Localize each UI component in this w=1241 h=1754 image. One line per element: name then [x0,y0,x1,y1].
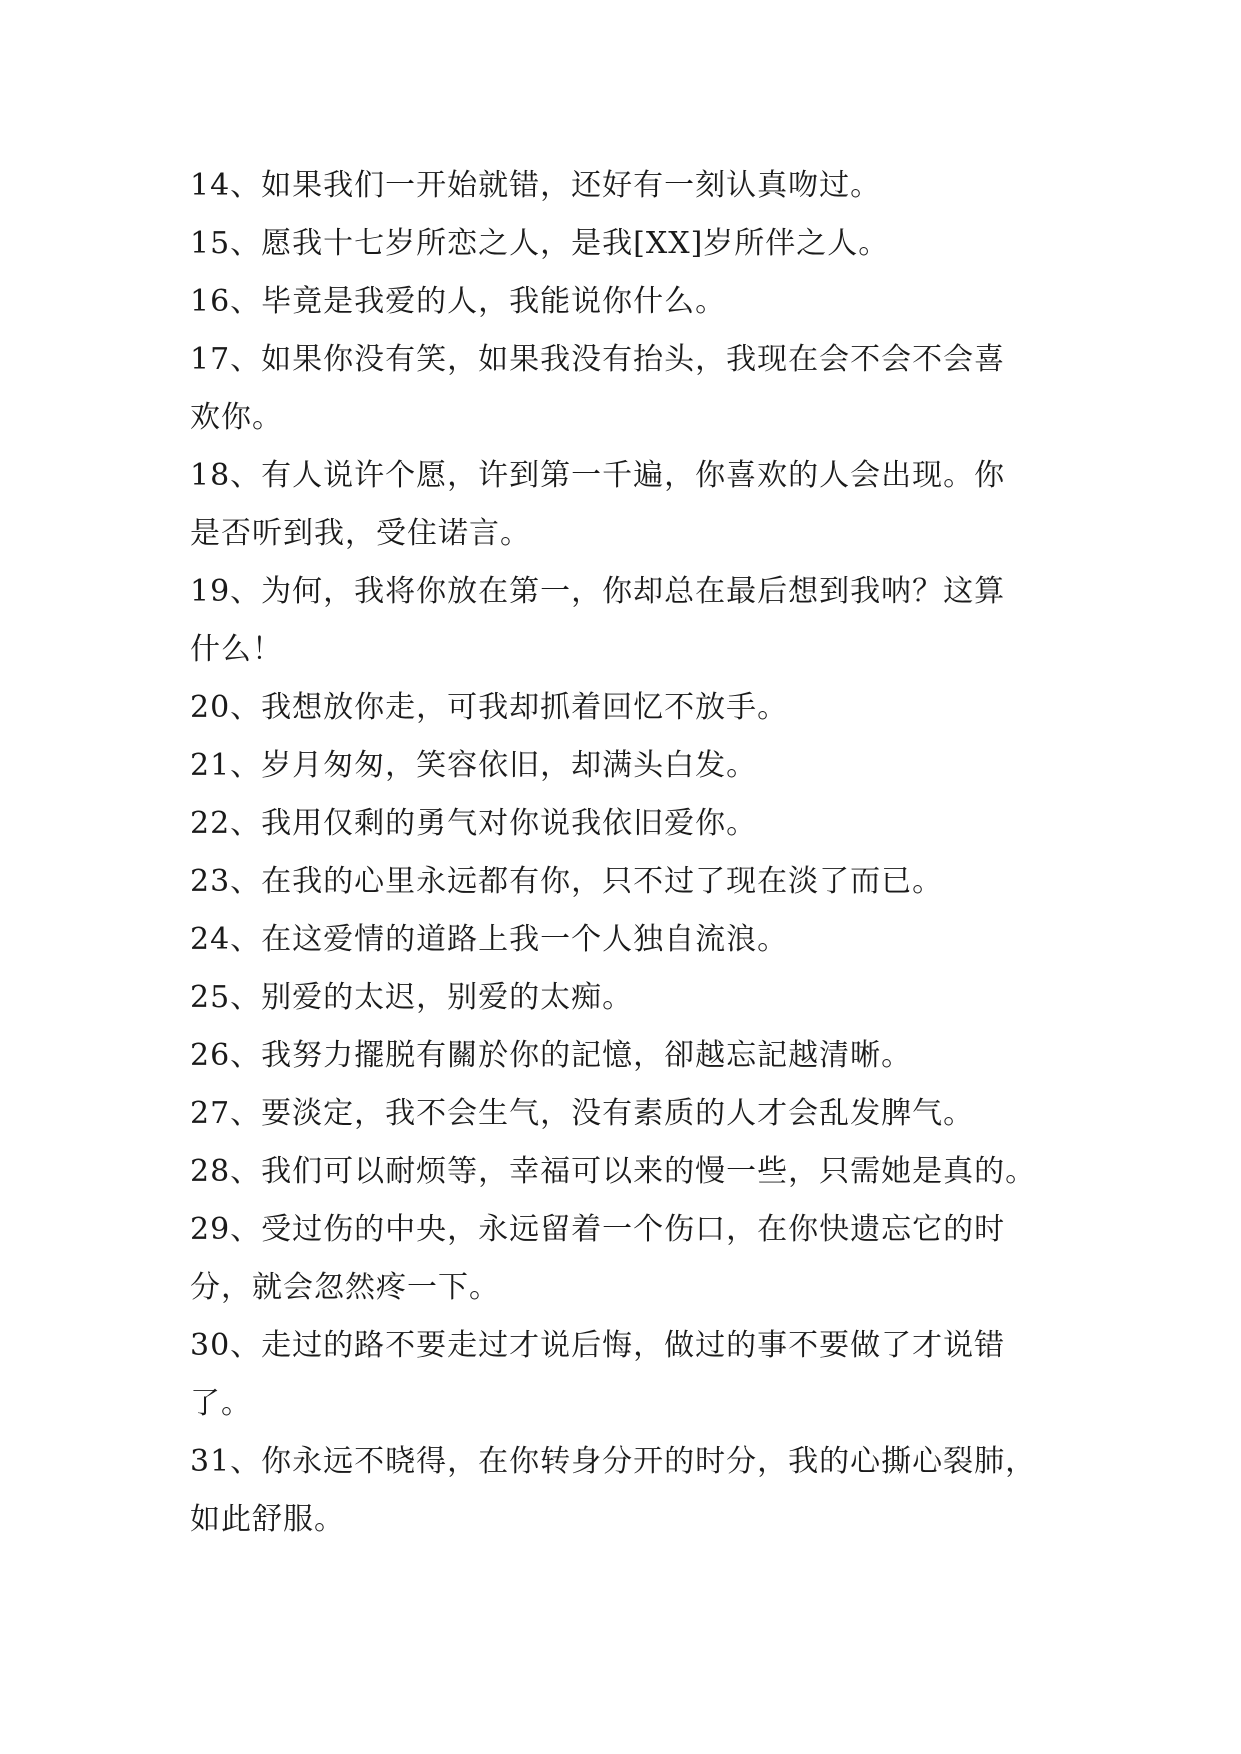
paragraph-15 [190,215,1052,273]
text-line: 欢你。 [190,400,283,435]
paragraph-25 [190,969,1052,1027]
text-line: 27、要淡定，我不会生气，没有素质的人才会乱发脾气。 [190,1096,975,1131]
paragraph-29 [190,1201,1052,1317]
text-line: 分，就会忽然疼一下。 [190,1270,500,1305]
text-line: 24、在这爱情的道路上我一个人独自流浪。 [190,922,789,957]
text-line: 31、你永远不晓得，在你转身分开的时分，我的心撕心裂肺， [190,1444,1037,1479]
paragraph-23 [190,853,1052,911]
paragraph-28 [190,1143,1052,1201]
paragraph-20 [190,679,1052,737]
text-line: 21、岁月匆匆，笑容依旧，却满头白发。 [190,748,758,783]
text-line: 14、如果我们一开始就错，还好有一刻认真吻过。 [190,168,882,203]
text-line: 是否听到我，受住诺言。 [190,516,531,551]
paragraph-19 [190,563,1052,679]
paragraph-14 [190,157,1052,215]
paragraph-16 [190,273,1052,331]
text-line: 28、我们可以耐烦等，幸福可以来的慢一些，只需她是真的。 [190,1154,1037,1189]
text-line: 19、为何，我将你放在第一，你却总在最后想到我呐？这算 [190,574,1006,609]
text-line: 25、别爱的太迟，别爱的太痴。 [190,980,634,1015]
text-line: 15、愿我十七岁所恋之人，是我[XX]岁所伴之人。 [190,226,890,261]
paragraph-30 [190,1317,1052,1433]
text-line: 26、我努力擺脱有關於你的記憶，卻越忘記越清晰。 [190,1038,913,1073]
paragraph-31 [190,1433,1052,1549]
text-line: 16、毕竟是我爱的人，我能说你什么。 [190,284,727,319]
text-line: 17、如果你没有笑，如果我没有抬头，我现在会不会不会喜 [190,342,1006,377]
paragraph-26 [190,1027,1052,1085]
text-line: 20、我想放你走，可我却抓着回忆不放手。 [190,690,789,725]
text-line: 22、我用仅剩的勇气对你说我依旧爱你。 [190,806,758,841]
paragraph-27 [190,1085,1052,1143]
text-line: 18、有人说许个愿，许到第一千遍，你喜欢的人会出现。你 [190,458,1006,493]
text-line: 30、走过的路不要走过才说后悔，做过的事不要做了才说错 [190,1328,1006,1363]
paragraph-21 [190,737,1052,795]
text-line: 23、在我的心里永远都有你，只不过了现在淡了而已。 [190,864,944,899]
text-line: 了。 [190,1386,252,1421]
text-line: 什么！ [190,632,283,667]
paragraph-24 [190,911,1052,969]
document-body [190,157,1052,1549]
text-line: 如此舒服。 [190,1502,345,1537]
paragraph-17 [190,331,1052,447]
paragraph-22 [190,795,1052,853]
paragraph-18 [190,447,1052,563]
text-line: 29、受过伤的中央，永远留着一个伤口，在你快遗忘它的时 [190,1212,1006,1247]
